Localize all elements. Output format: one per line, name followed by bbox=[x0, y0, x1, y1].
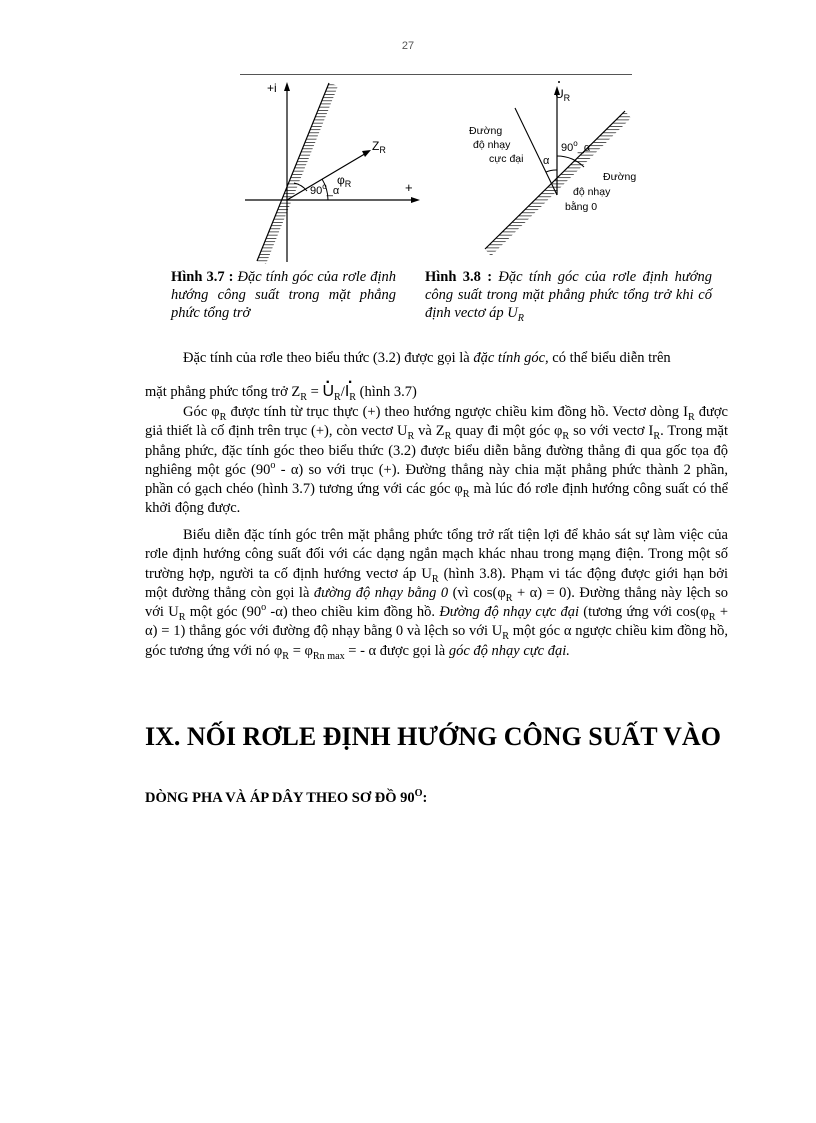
u-dot bbox=[558, 81, 560, 83]
label-plus: + bbox=[405, 180, 413, 195]
label-zero-2: độ nhạy bbox=[573, 186, 611, 198]
angle-arc-alpha bbox=[546, 170, 557, 172]
hatched-zero-line bbox=[485, 111, 631, 256]
label-zero-3: bằng 0 bbox=[565, 201, 598, 213]
paragraph-1: Đặc tính của rơle theo biểu thức (3.2) được gọi là đặc tính góc, có thể biểu diễn trên bbox=[183, 350, 671, 366]
imag-axis-arrow bbox=[284, 82, 290, 91]
max-sensitivity-line bbox=[515, 108, 557, 195]
figure-3-8 bbox=[455, 78, 665, 264]
page-number: 27 bbox=[401, 40, 415, 52]
section-heading: IX. NỐI RƠLE ĐỊNH HƯỚNG CÔNG SUẤT VÀO bbox=[145, 722, 721, 751]
real-axis-arrow bbox=[411, 197, 420, 203]
label-angle: 90$^o$_α bbox=[561, 139, 591, 154]
label-plus-i: +i bbox=[267, 81, 277, 95]
label-max-1: Đường bbox=[469, 125, 503, 137]
label-max-3: cực đại bbox=[489, 153, 524, 165]
label-alpha: α bbox=[543, 155, 550, 167]
paragraph-3: Góc $\varphi_R$ được tính từ trục thực (+) theo hướng ngược chiều kim đồng hồ. Vectơ dòng $I_R$ được giả thiết là cố định trên trục (+), còn vectơ $U_R$ và $Z_R$ quay đi một góc $\varphi_R$ so với vectơ $I_R$. Trong mặt phẳng phức, đặc tính góc theo biểu thức (3.2) được biểu diễn bằng đường thẳng đi qua gốc tọa độ nghiêng một góc (90$^o$ - α) so với trục (+). Đường thẳng này chia mặt phẳng phức thành 2 phần, phần có gạch chéo (hình 3.7) tương ứng với các góc $\varphi_R$ mà lúc đó rơle định hướng công suất có thể khởi động được. bbox=[145, 404, 729, 517]
z-vector-arrow bbox=[362, 150, 371, 157]
label-zero-1: Đường bbox=[603, 171, 637, 183]
sub-heading: DÒNG PHA VÀ ÁP DÂY THEO SƠ ĐỒ $90^O$: bbox=[145, 788, 428, 806]
figure-3-7 bbox=[240, 78, 430, 264]
label-u: $U_R$ bbox=[555, 87, 571, 103]
label-phi: $\varphi_R$ bbox=[337, 173, 352, 189]
hatched-characteristic bbox=[257, 83, 338, 264]
header-rule bbox=[240, 74, 632, 75]
caption-3-8: Hình 3.8 : Đặc tính góc của rơle định hướng công suất trong mặt phẳng phức tổng trở khi cố định vectơ áp $U_R$ bbox=[425, 269, 713, 324]
label-angle: 90$^o$_α bbox=[310, 182, 340, 197]
paragraph-2: mặt phẳng phức tổng trở $Z_R$ = · $U_R/\cdot I_R$ (hình 3.7) bbox=[145, 382, 728, 402]
paragraph-4: Biểu diễn đặc tính góc trên mặt phẳng phức tổng trở rất tiện lợi để khảo sát sự làm việc của rơle định hướng công suất đối với các dạng ngắn mạch khác nhau trong mạng điện. Trong một số trường hợp, người ta cố định hướng vectơ áp $U_R$ (hình 3.8). Phạm vi tác động được giới hạn bởi một đường thẳng còn gọi là đường độ nhạy bằng 0 (vì $\cos(\varphi_R + \alpha) = 0$). Đường thẳng này lệch so với $U_R$ một góc (90$^o$ -α) theo chiều kim đồng hồ. Đường độ nhạy cực đại (tương ứng với $\cos(\varphi_R + \alpha) = 1$) thẳng góc với đường độ nhạy bằng 0 và lệch so với $U_R$ một góc α ngược chiều kim đồng hồ, góc tương ứng với nó $\varphi_R = \varphi_{Rn max}$ = - α được gọi là góc độ nhạy cực đại. bbox=[145, 527, 729, 662]
label-max-2: độ nhạy bbox=[473, 139, 511, 151]
label-z: $Z_R$ bbox=[372, 139, 386, 155]
characteristic-line bbox=[257, 83, 329, 261]
caption-3-7: Hình 3.7 : Đặc tính góc của rơle định hướng công suất trong mặt phẳng phức tổng trở bbox=[171, 269, 397, 321]
